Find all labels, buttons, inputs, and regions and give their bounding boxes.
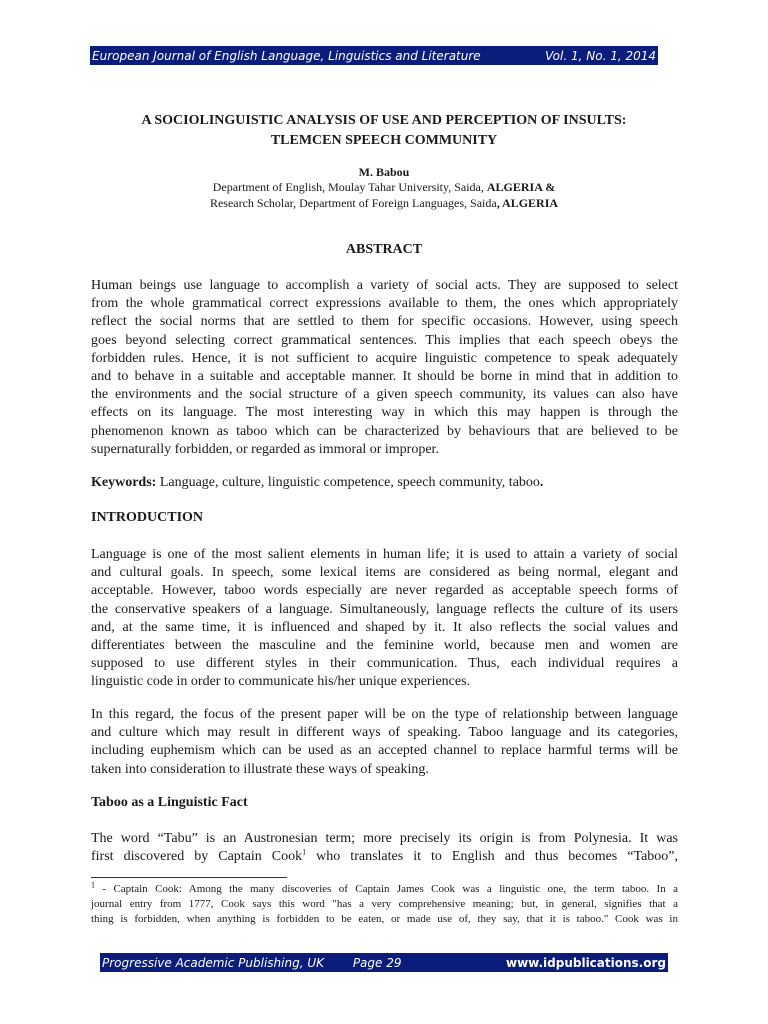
introduction-paragraph-2: In this regard, the focus of the present paper will be on the type of relationship between language and culture which may result in different ways of speaking. Taboo language and its categories, including euphemism which can be used as an accepted channel to replace harmful terms will be taken into consideration to illustrate these ways of speaking. xyxy=(91,707,678,777)
footnote-marker: 1 xyxy=(91,880,95,890)
publisher-footer-bar xyxy=(100,953,668,972)
author-affiliation xyxy=(60,179,708,211)
author-name: M. Babou xyxy=(358,165,410,179)
abstract-paragraph: Human beings use language to accomplish a variety of social acts. They are supposed to select from the whole grammatical correct expressions available to them, the ones which appropriately reflect the social norms that are settled to them for specific occasions. However, using speech goes beyond selecting correct grammatical sentences. This implies that each speech obeys the forbidden rules. Hence, it is not sufficient to acquire linguistic competence to speak adequately and to behave in a suitable and acceptable manner. It should be borne in mind that in addition to the environments and the social structure of a given speech community, its values can also have effects on its language. The most interesting way in which this may happen is through the phenomenon known as taboo which can be characterized by behaviours that are believed to be supernaturally forbidden, or regarded as immoral or improper. xyxy=(91,278,678,457)
publisher-name: Progressive Academic Publishing, UK xyxy=(102,955,324,970)
taboo-section-heading: Taboo as a Linguistic Fact xyxy=(91,795,248,810)
page-number: Page 29 xyxy=(352,955,402,970)
publisher-url-link[interactable]: www.idpublications.org xyxy=(505,955,666,970)
introduction-paragraph-1: Language is one of the most salient elements in human life; it is used to attain a variety of social and cultural goals. In speech, some lexical items are considered as being normal, elegant and acceptable. However, taboo words especially are never regarded as acceptable speech forms of the conservative speakers of a language. Simultaneously, language reflects the culture of its users and, at the same time, it is influenced and shaped by it. It also reflects the social values and differentiates between the masculine and the feminine world, because men and women are supposed to use different styles in their communication. Thus, each individual requires a linguistic code in order to communicate his/her unique experiences. xyxy=(91,547,678,690)
journal-name: European Journal of English Language, Linguistics and Literature xyxy=(92,48,481,63)
affiliation-line: Department of English, Moulay Tahar University, Saida, ALGERIA & xyxy=(212,180,556,194)
journal-volume: Vol. 1, No. 1, 2014 xyxy=(545,48,656,63)
paper-title-line: TLEMCEN SPEECH COMMUNITY xyxy=(270,133,498,148)
taboo-paragraph: The word “Tabu” is an Austronesian term; more precisely its origin is from Polynesia. It was first discovered by Captain Cook$^1$ who translates it to English and thus becomes “Taboo”, xyxy=(91,831,678,865)
affiliation-line: Research Scholar, Department of Foreign Languages, Saida, ALGERIA xyxy=(209,196,559,210)
footnote: $^1$ - Captain Cook: Among the many discoveries of Captain James Cook was a linguistic one, the term taboo. In a journal entry from 1777, Cook says this word "has a very comprehensive meaning; but, in general, signifies that a thing is forbidden, when anything is forbidden to be eaten, or made use of, they say, that it is taboo." Cook was in xyxy=(91,880,678,925)
paper-title-line: A SOCIOLINGUISTIC ANALYSIS OF USE AND PERCEPTION OF INSULTS: xyxy=(141,113,627,128)
abstract-heading: ABSTRACT xyxy=(345,242,423,257)
journal-header-bar xyxy=(90,46,658,65)
footnote-divider xyxy=(91,877,287,878)
keywords-line: Keywords: Language, culture, linguistic competence, speech community, taboo. xyxy=(91,475,544,490)
introduction-heading: INTRODUCTION xyxy=(91,510,204,525)
keywords-label: Keywords: xyxy=(91,475,157,490)
footnote-ref[interactable]: 1 xyxy=(302,847,307,857)
paper-title xyxy=(60,111,708,151)
